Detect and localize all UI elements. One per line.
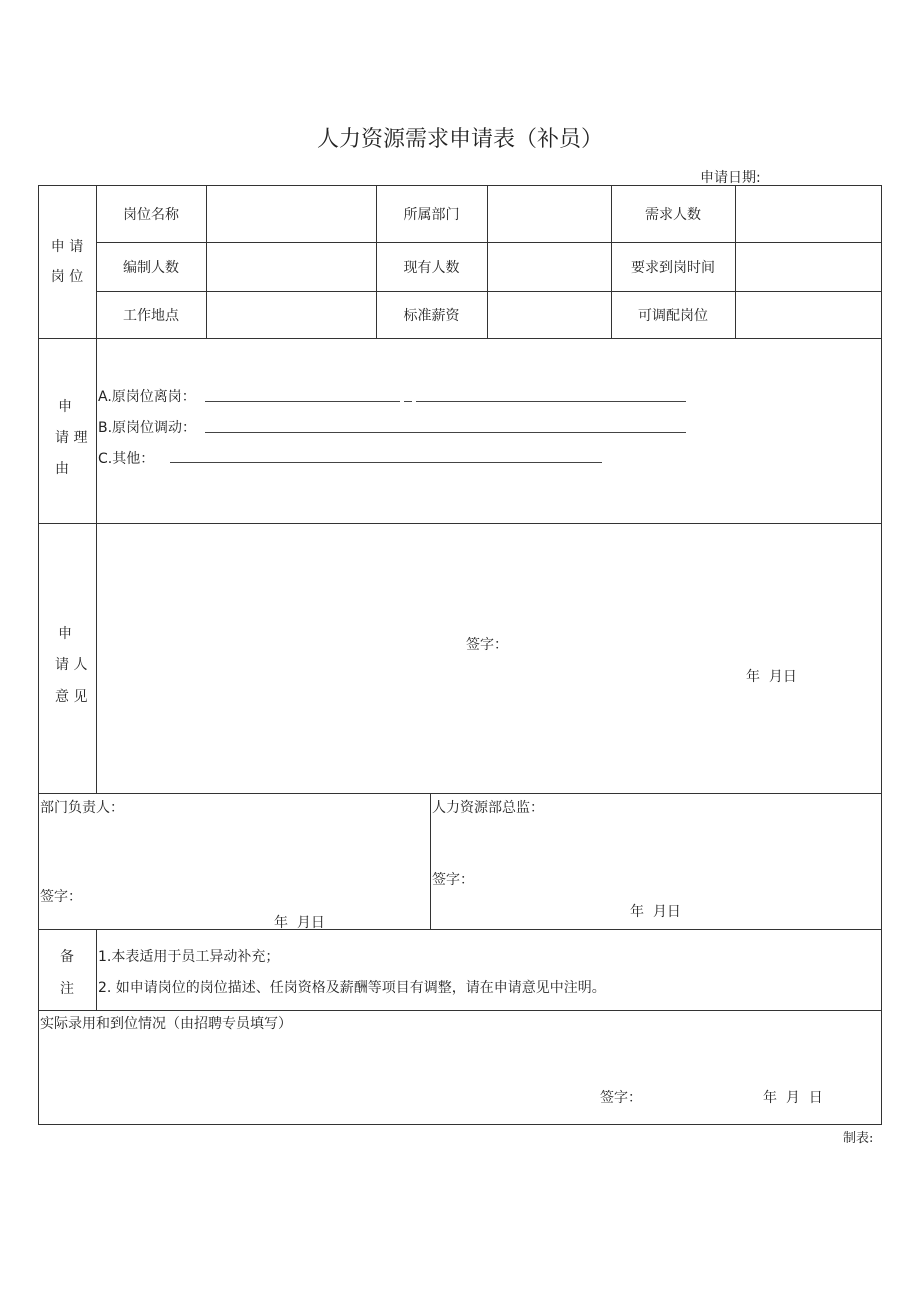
- reason-option-a-input-2[interactable]: [416, 401, 686, 402]
- grid-line: [430, 793, 431, 929]
- reason-option-c-input[interactable]: [170, 462, 602, 463]
- field-label-authorized-headcount: 编制人数: [123, 259, 179, 276]
- section-position-label: [38, 185, 96, 338]
- hr-signature-label: 签字：: [432, 872, 474, 888]
- section-notes-label-line2: 注: [60, 981, 74, 997]
- table-border-right: [881, 185, 882, 1124]
- dept-signature-label: 签字：: [40, 889, 82, 905]
- dept-head-label: 部门负责人：: [40, 800, 124, 816]
- actual-hiring-heading: 实际录用和到位情况（由招聘专员填写）: [40, 1016, 292, 1032]
- section-reason-label-line2: 请 理: [55, 430, 88, 446]
- field-headcount-needed[interactable]: [735, 185, 881, 242]
- opinion-signature-label: 签字：: [466, 637, 508, 653]
- grid-line: [96, 929, 97, 1010]
- field-label-required-start-date: 要求到岗时间: [631, 259, 715, 276]
- reason-option-b-input[interactable]: [205, 432, 686, 433]
- field-required-start-date[interactable]: [735, 242, 881, 291]
- note-2: 2. 如申请岗位的岗位描述、任岗资格及薪酬等项目有调整，请在申请意见中注明。: [98, 980, 606, 996]
- grid-line: [38, 338, 882, 339]
- field-authorized-headcount[interactable]: [206, 242, 376, 291]
- field-transferable-position[interactable]: [735, 291, 881, 338]
- field-label-work-location: 工作地点: [123, 307, 179, 324]
- section-opinion-label-line3: 意 见: [55, 689, 88, 705]
- hr-date-label: 年 月日: [630, 904, 681, 920]
- section-notes-label-line1: 备: [60, 949, 74, 965]
- actual-signature-label: 签字：: [600, 1090, 642, 1106]
- hr-director-label: 人力资源部总监：: [432, 800, 544, 816]
- section-position-label-line1: 申 请: [50, 238, 84, 255]
- maker-label: 制表:: [843, 1131, 874, 1146]
- table-border-bottom: [38, 1124, 882, 1125]
- field-department[interactable]: [487, 185, 611, 242]
- field-label-department: 所属部门: [403, 206, 460, 223]
- field-label-position-name: 岗位名称: [123, 206, 179, 223]
- opinion-date-label: 年 月日: [746, 669, 797, 685]
- grid-line: [38, 793, 882, 794]
- field-label-current-headcount: 现有人数: [403, 259, 460, 276]
- reason-option-a-input[interactable]: [205, 401, 400, 402]
- field-current-headcount[interactable]: [487, 242, 611, 291]
- section-opinion-label-line2: 请 人: [55, 657, 88, 673]
- actual-date-label: 年 月 日: [763, 1090, 823, 1106]
- reason-option-c-label: C.其他：: [98, 451, 155, 467]
- field-position-name[interactable]: [206, 185, 376, 242]
- field-label-standard-salary: 标准薪资: [403, 307, 460, 324]
- field-work-location[interactable]: [206, 291, 376, 338]
- reason-option-a-input-extra[interactable]: [404, 401, 412, 402]
- note-1: 1.本表适用于员工异动补充；: [98, 949, 280, 965]
- section-opinion-label-line1: 申: [58, 626, 72, 642]
- opinion-input-area[interactable]: [97, 524, 881, 793]
- section-position-label-line2: 岗 位: [50, 268, 84, 285]
- section-reason-label-line3: 由: [55, 461, 69, 477]
- field-standard-salary[interactable]: [487, 291, 611, 338]
- grid-line: [38, 1010, 882, 1011]
- form-title: 人力资源需求申请表（补员）: [316, 127, 603, 152]
- section-reason-label-line1: 申: [58, 399, 72, 415]
- apply-date-label: 申请日期:: [700, 170, 761, 186]
- dept-date-label: 年 月日: [274, 915, 325, 931]
- reason-option-a-label: A.原岗位离岗：: [98, 389, 196, 405]
- field-label-headcount-needed: 需求人数: [645, 206, 701, 223]
- grid-line: [38, 929, 882, 930]
- field-label-transferable-position: 可调配岗位: [638, 307, 708, 324]
- reason-option-b-label: B.原岗位调动：: [98, 420, 197, 436]
